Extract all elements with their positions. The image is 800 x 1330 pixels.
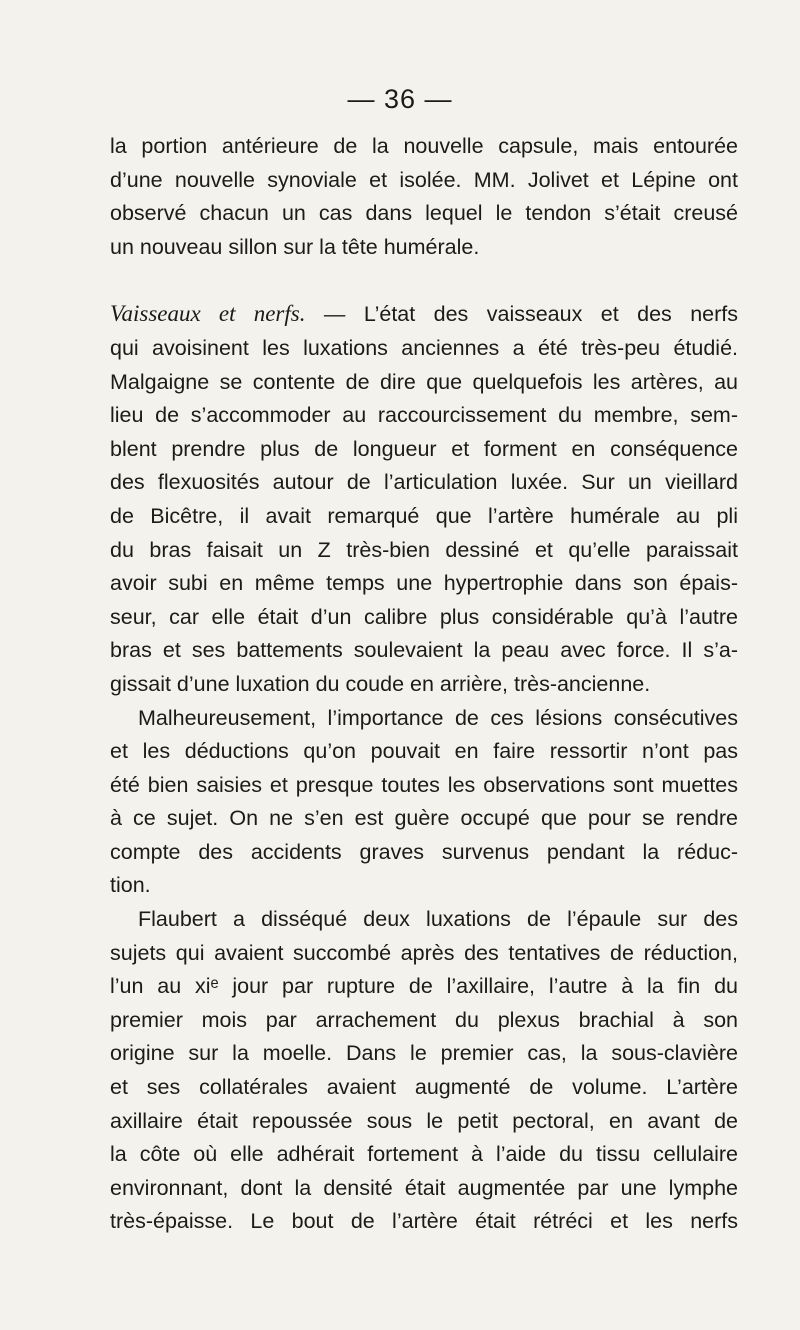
text-line: bras et ses battements soulevaient la peau avec force. Il s’a- bbox=[110, 638, 738, 663]
section-heading: Vaisseaux et nerfs. bbox=[110, 301, 306, 327]
text-line: tion. bbox=[110, 873, 151, 898]
text-line: environnant, dont la densité était augmentée par une lymphe bbox=[110, 1175, 738, 1200]
text-line: la portion antérieure de la nouvelle capsule, mais entourée bbox=[110, 134, 738, 158]
text-line: gissait d’une luxation du coude en arrière, très-ancienne. bbox=[110, 671, 651, 696]
paragraph-2 bbox=[110, 297, 738, 701]
text-line: origine sur la moelle. Dans le premier cas, la sous-clavière bbox=[110, 1041, 738, 1066]
text-line: d’une nouvelle synoviale et isolée. MM. Jolivet et Lépine ont bbox=[110, 167, 738, 192]
text-line: axillaire était repoussée sous le petit pectoral, en avant de bbox=[110, 1108, 738, 1133]
text-line: des flexuosités autour de l’articulation luxée. Sur un vieillard bbox=[110, 470, 738, 495]
text-line: Malheureusement, l’importance de ces lésions consécutives bbox=[138, 705, 738, 730]
text-line bbox=[110, 297, 738, 332]
text-line: compte des accidents graves survenus pendant la réduc- bbox=[110, 839, 738, 864]
paragraph-4 bbox=[110, 903, 738, 1239]
text-line: l’un au xiᵉ jour par rupture de l’axillaire, l’autre à la fin du bbox=[110, 974, 738, 999]
text-line: Malgaigne se contente de dire que quelquefois les artères, au bbox=[110, 369, 738, 394]
text-line: blent prendre plus de longueur et forment en conséquence bbox=[110, 436, 738, 461]
paragraph-3 bbox=[110, 702, 738, 904]
text-line: qui avoisinent les luxations anciennes a été très-peu étudié. bbox=[110, 335, 738, 360]
paragraph-1 bbox=[110, 130, 738, 264]
text-line: avoir subi en même temps une hypertrophie dans son épais- bbox=[110, 571, 738, 596]
text-line: sujets qui avaient succombé après des tentatives de réduction, bbox=[110, 940, 738, 965]
text-line: été bien saisies et presque toutes les observations sont muettes bbox=[110, 772, 738, 797]
text-line: la côte où elle adhérait fortement à l’aide du tissu cellulaire bbox=[110, 1142, 738, 1167]
text-line: premier mois par arrachement du plexus brachial à son bbox=[110, 1007, 738, 1032]
text-line: à ce sujet. On ne s’en est guère occupé que pour se rendre bbox=[110, 806, 738, 831]
text-line: un nouveau sillon sur la tête humérale. bbox=[110, 234, 480, 259]
text-line: et ses collatérales avaient augmenté de volume. L’artère bbox=[110, 1075, 738, 1100]
text-line: observé chacun un cas dans lequel le tendon s’était creusé bbox=[110, 201, 738, 226]
body-text bbox=[110, 130, 738, 1239]
text-line: Flaubert a disséqué deux luxations de l’épaule sur des bbox=[138, 907, 738, 932]
page-number: — 36 — bbox=[347, 84, 453, 114]
text-line: très-épaisse. Le bout de l’artère était rétréci et les nerfs bbox=[110, 1209, 738, 1234]
text-line: et les déductions qu’on pouvait en faire ressortir n’ont pas bbox=[110, 739, 738, 764]
text-line: seur, car elle était d’un calibre plus considérable qu’à l’autre bbox=[110, 604, 738, 629]
text-line: lieu de s’accommoder au raccourcissement du membre, sem- bbox=[110, 403, 738, 428]
text-fragment: — L’état des vaisseaux et des nerfs bbox=[305, 302, 739, 327]
text-line: de Bicêtre, il avait remarqué que l’artère humérale au pli bbox=[110, 503, 738, 528]
text-line: du bras faisait un Z très-bien dessiné et qu’elle paraissait bbox=[110, 537, 738, 562]
